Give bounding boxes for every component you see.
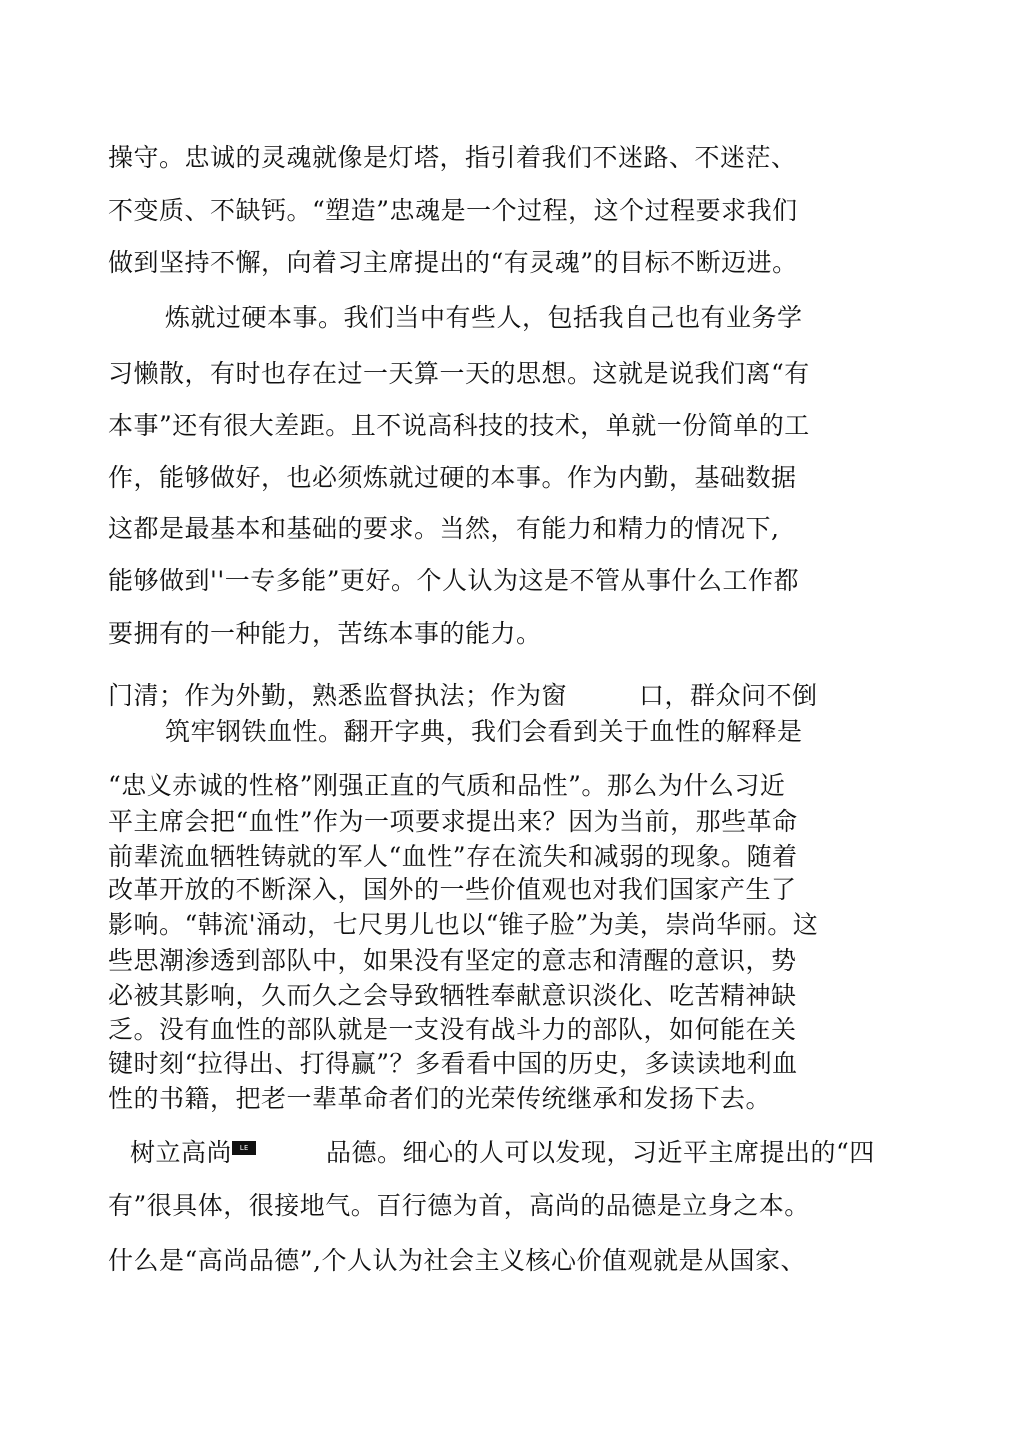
p2-line-5: 这都是最基本和基础的要求。当然，有能力和精力的情况下, <box>108 514 780 543</box>
p4-line-2: 有”很具体，很接地气。百行德为首，高尚的品德是立身之本。 <box>108 1191 810 1220</box>
p3-line-2: “忠义赤诚的性格”刚强正直的气质和品性”。那么为什么习近 <box>108 771 786 800</box>
fragment-line <box>108 680 818 712</box>
p3-line-1: 筑牢钢铁血性。翻开字典，我们会看到关于血性的解释是 <box>165 717 803 746</box>
p3-line-10: 键时刻“拉得出、打得赢”？多看看中国的历史，多读读地利血 <box>108 1049 798 1078</box>
p3-line-9: 乏。没有血性的部队就是一支没有战斗力的部队，如何能在关 <box>108 1015 797 1044</box>
p2-line-1: 炼就过硬本事。我们当中有些人，包括我自己也有业务学 <box>165 303 803 332</box>
p2-line-6: 能够做到''一专多能”更好。个人认为这是不管从事什么工作都 <box>108 566 800 595</box>
p2-line-2: 习懒散，有时也存在过一天算一天的思想。这就是说我们离“有 <box>108 359 810 388</box>
p4-line-1 <box>130 1137 875 1169</box>
p1-line-3: 做到坚持不懈，向着习主席提出的“有灵魂”的目标不断迈进。 <box>108 248 798 277</box>
p3-line-4: 前辈流血牺牲铸就的军人“血性”存在流失和减弱的现象。随着 <box>108 842 798 871</box>
p2-line-7: 要拥有的一种能力，苦练本事的能力。 <box>108 619 542 648</box>
p3-line-6: 影响。“韩流'涌动，七尺男儿也以“锥子脸”为美，崇尚华丽。这 <box>108 910 819 939</box>
fragment-part-b: 口，群众问不倒 <box>639 681 818 710</box>
p4-line-1-end: 品德。细心的人可以发现，习近平主席提出的“四 <box>326 1138 875 1167</box>
p2-line-4: 作，能够做好，也必须炼就过硬的本事。作为内勤，基础数据 <box>108 463 797 492</box>
p1-line-1: 操守。忠诚的灵魂就像是灯塔，指引着我们不迷路、不迷茫、 <box>108 143 797 172</box>
p3-line-5: 改革开放的不断深入，国外的一些价值观也对我们国家产生了 <box>108 875 797 904</box>
p3-line-3: 平主席会把“血性”作为一项要求提出来？因为当前，那些革命 <box>108 807 798 836</box>
p3-line-8: 必被其影响，久而久之会导致牺牲奉献意识淡化、吃苦精神缺 <box>108 981 797 1010</box>
p1-line-2: 不变质、不缺钙。“塑造”忠魂是一个过程，这个过程要求我们 <box>108 196 798 225</box>
embedded-mark: LE <box>232 1141 256 1155</box>
p3-line-7: 些思潮渗透到部队中，如果没有坚定的意志和清醒的意识，势 <box>108 946 797 975</box>
p4-line-1-start: 树立高尚 <box>130 1138 233 1167</box>
p2-line-3: 本事”还有很大差距。且不说高科技的技术，单就一份简单的工 <box>108 411 810 440</box>
fragment-part-a: 门清；作为外勤，熟悉监督执法；作为窗 <box>108 681 568 710</box>
p4-line-3: 什么是“高尚品德”,个人认为社会主义核心价值观就是从国家、 <box>108 1246 807 1275</box>
p3-line-11: 性的书籍，把老一辈革命者们的光荣传统继承和发扬下去。 <box>108 1084 772 1113</box>
